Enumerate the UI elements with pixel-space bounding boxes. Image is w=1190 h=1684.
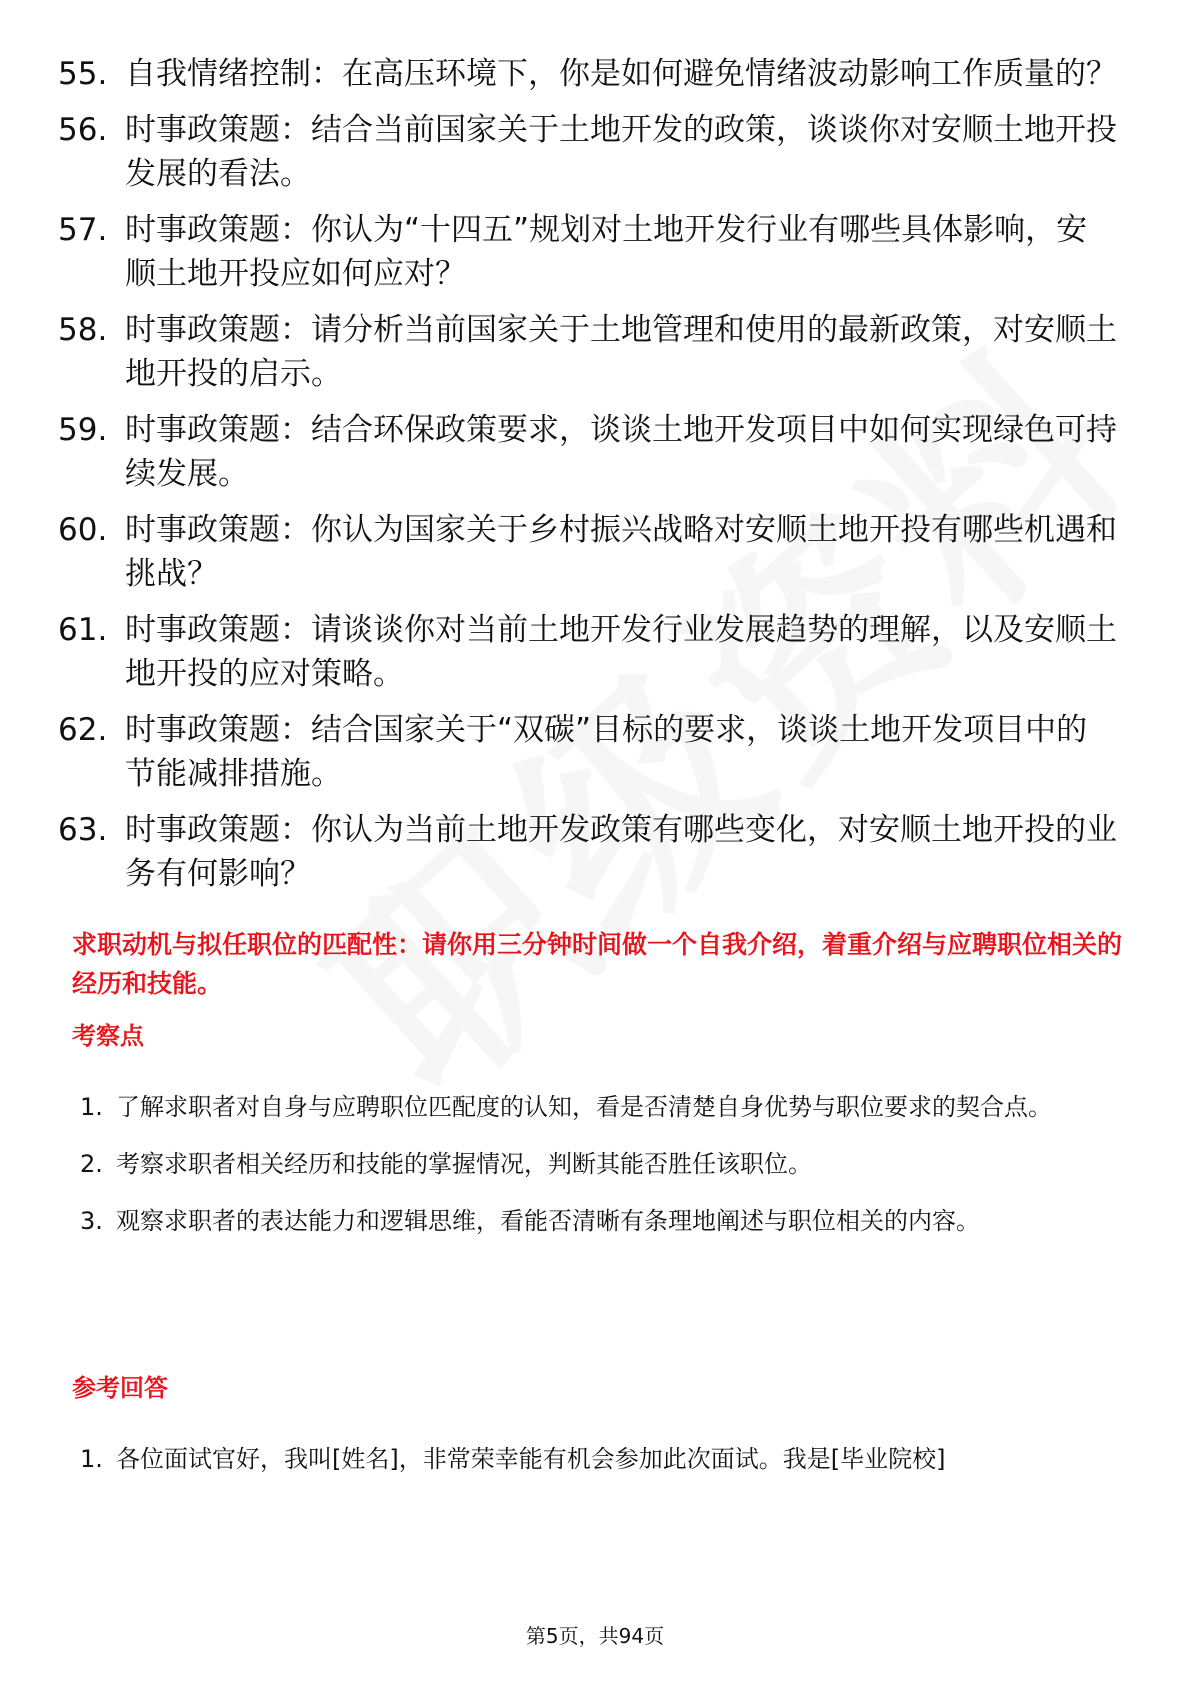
- page-footer: 第5页，共94页: [525, 1624, 665, 1648]
- section-title: 求职动机与拟任职位的匹配性：请你用三分钟时间做一个自我介绍，着重介绍与应聘职位相关的经历和技能。: [72, 930, 1123, 998]
- question-number: 55.: [58, 56, 108, 92]
- question-item: [58, 208, 1118, 296]
- question-number: 61.: [58, 612, 108, 648]
- points-heading: 考察点: [72, 1022, 144, 1050]
- list-item: [80, 1432, 1080, 1487]
- list-number: 3.: [80, 1207, 103, 1235]
- question-text: 时事政策题：你认为国家关于乡村振兴战略对安顺土地开投有哪些机遇和挑战？: [125, 512, 1117, 592]
- question-text: 自我情绪控制：在高压环境下，你是如何避免情绪波动影响工作质量的？: [125, 56, 1117, 92]
- list-item: [80, 1137, 1080, 1192]
- points-list: [80, 1080, 1080, 1251]
- question-text: 时事政策题：请分析当前国家关于土地管理和使用的最新政策，对安顺土地开投的启示。: [125, 312, 1117, 392]
- question-number: 63.: [58, 812, 108, 848]
- question-number: 56.: [58, 112, 108, 148]
- question-item: [58, 52, 1118, 96]
- question-item: [58, 608, 1118, 696]
- question-text: 时事政策题：你认为当前土地开发政策有哪些变化，对安顺土地开投的业务有何影响？: [125, 812, 1117, 892]
- list-text: 观察求职者的表达能力和逻辑思维，看能否清晰有条理地阐述与职位相关的内容。: [116, 1207, 980, 1235]
- list-item: [80, 1194, 1080, 1249]
- question-item: [58, 808, 1118, 896]
- question-text: 时事政策题：结合当前国家关于土地开发的政策，谈谈你对安顺土地开投发展的看法。: [125, 112, 1117, 192]
- question-number: 60.: [58, 512, 108, 548]
- list-item: [80, 1080, 1080, 1135]
- answer-heading: 参考回答: [72, 1374, 168, 1402]
- list-number: 2.: [80, 1150, 103, 1178]
- list-text: 考察求职者相关经历和技能的掌握情况，判断其能否胜任该职位。: [116, 1150, 812, 1178]
- question-text: 时事政策题：请谈谈你对当前土地开发行业发展趋势的理解，以及安顺土地开投的应对策略。: [125, 612, 1117, 692]
- question-list: [58, 52, 1118, 908]
- question-item: [58, 308, 1118, 396]
- question-number: 58.: [58, 312, 108, 348]
- question-number: 62.: [58, 712, 108, 748]
- list-number: 1.: [80, 1445, 103, 1473]
- question-number: 59.: [58, 412, 108, 448]
- question-item: [58, 708, 1118, 796]
- question-item: [58, 108, 1118, 196]
- answer-list: [80, 1432, 1080, 1489]
- question-text: 时事政策题：结合国家关于“双碳”目标的要求，谈谈土地开发项目中的节能减排措施。: [125, 712, 1088, 792]
- list-number: 1.: [80, 1093, 103, 1121]
- question-text: 时事政策题：结合环保政策要求，谈谈土地开发项目中如何实现绿色可持续发展。: [125, 412, 1117, 492]
- question-text: 时事政策题：你认为“十四五”规划对土地开发行业有哪些具体影响，安顺土地开投应如何应对？: [125, 212, 1088, 292]
- question-item: [58, 508, 1118, 596]
- question-item: [58, 408, 1118, 496]
- list-text: 各位面试官好，我叫[姓名]，非常荣幸能有机会参加此次面试。我是[毕业院校]: [116, 1445, 946, 1473]
- list-text: 了解求职者对自身与应聘职位匹配度的认知，看是否清楚自身优势与职位要求的契合点。: [116, 1093, 1052, 1121]
- question-number: 57.: [58, 212, 108, 248]
